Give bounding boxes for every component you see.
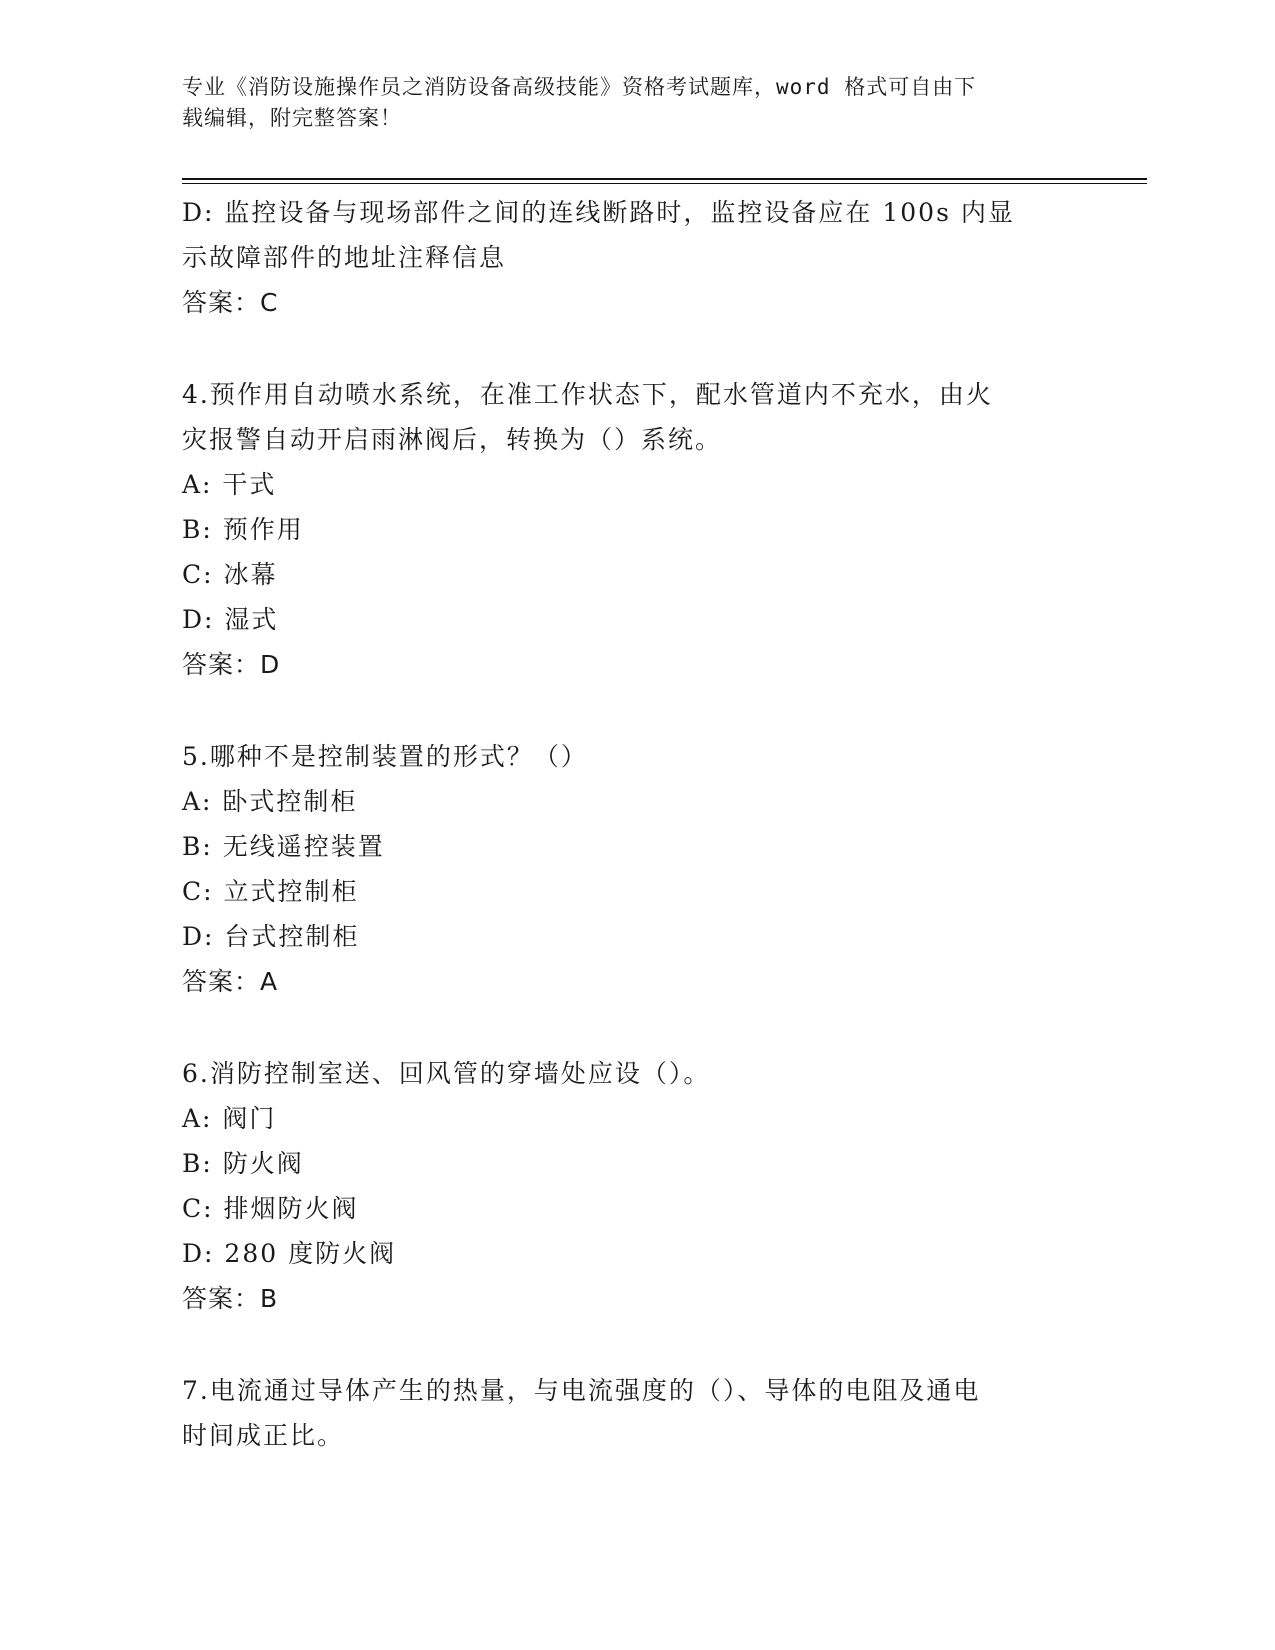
option-d: D: 台式控制柜 (182, 922, 360, 951)
question-stem: 4.预作用自动喷水系统，在准工作状态下，配水管道内不充水，由火 (182, 380, 993, 409)
option-b: B: 无线遥控装置 (182, 832, 385, 861)
question-7 (182, 1368, 1062, 1458)
document-header (182, 72, 1062, 134)
option-c: C: 冰幕 (182, 560, 278, 589)
answer-label: 答案：D (182, 650, 281, 679)
header-divider-thin (182, 183, 1147, 184)
answer-label: 答案：A (182, 967, 279, 996)
option-a: A: 阀门 (182, 1104, 277, 1133)
header-line-2: 载编辑，附完整答案！ (182, 106, 402, 130)
question-content (182, 190, 1062, 1458)
question-stem-continuation: 灾报警自动开启雨淋阀后，转换为（）系统。 (182, 425, 723, 454)
answer-label: 答案：B (182, 1284, 279, 1313)
option-b: B: 防火阀 (182, 1149, 304, 1178)
answer-label: 答案：C (182, 288, 279, 317)
question-6 (182, 1051, 1062, 1321)
option-d-continuation: 示故障部件的地址注释信息 (182, 243, 507, 272)
question-stem: 7.电流通过导体产生的热量，与电流强度的（）、导体的电阻及通电 (182, 1376, 981, 1405)
question-5 (182, 734, 1062, 1004)
option-b: B: 预作用 (182, 515, 304, 544)
option-c: C: 立式控制柜 (182, 877, 359, 906)
option-a: A: 干式 (182, 470, 277, 499)
header-line-1: 专业《消防设施操作员之消防设备高级技能》资格考试题库，word 格式可自由下 (182, 75, 977, 99)
question-stem-continuation: 时间成正比。 (182, 1421, 345, 1450)
spacer (182, 325, 1062, 372)
question-stem: 5.哪种不是控制装置的形式？（） (182, 742, 588, 771)
spacer (182, 687, 1062, 734)
spacer (182, 1004, 1062, 1051)
option-c: C: 排烟防火阀 (182, 1194, 359, 1223)
option-d: D: 监控设备与现场部件之间的连线断路时，监控设备应在 100s 内显 (182, 198, 1015, 227)
option-a: A: 卧式控制柜 (182, 787, 358, 816)
spacer (182, 1321, 1062, 1368)
option-d: D: 280 度防火阀 (182, 1239, 397, 1268)
header-divider-thick (182, 178, 1147, 180)
question-3-tail (182, 190, 1062, 325)
question-stem: 6.消防控制室送、回风管的穿墙处应设（）。 (182, 1059, 711, 1088)
option-d: D: 湿式 (182, 605, 279, 634)
question-4 (182, 372, 1062, 687)
